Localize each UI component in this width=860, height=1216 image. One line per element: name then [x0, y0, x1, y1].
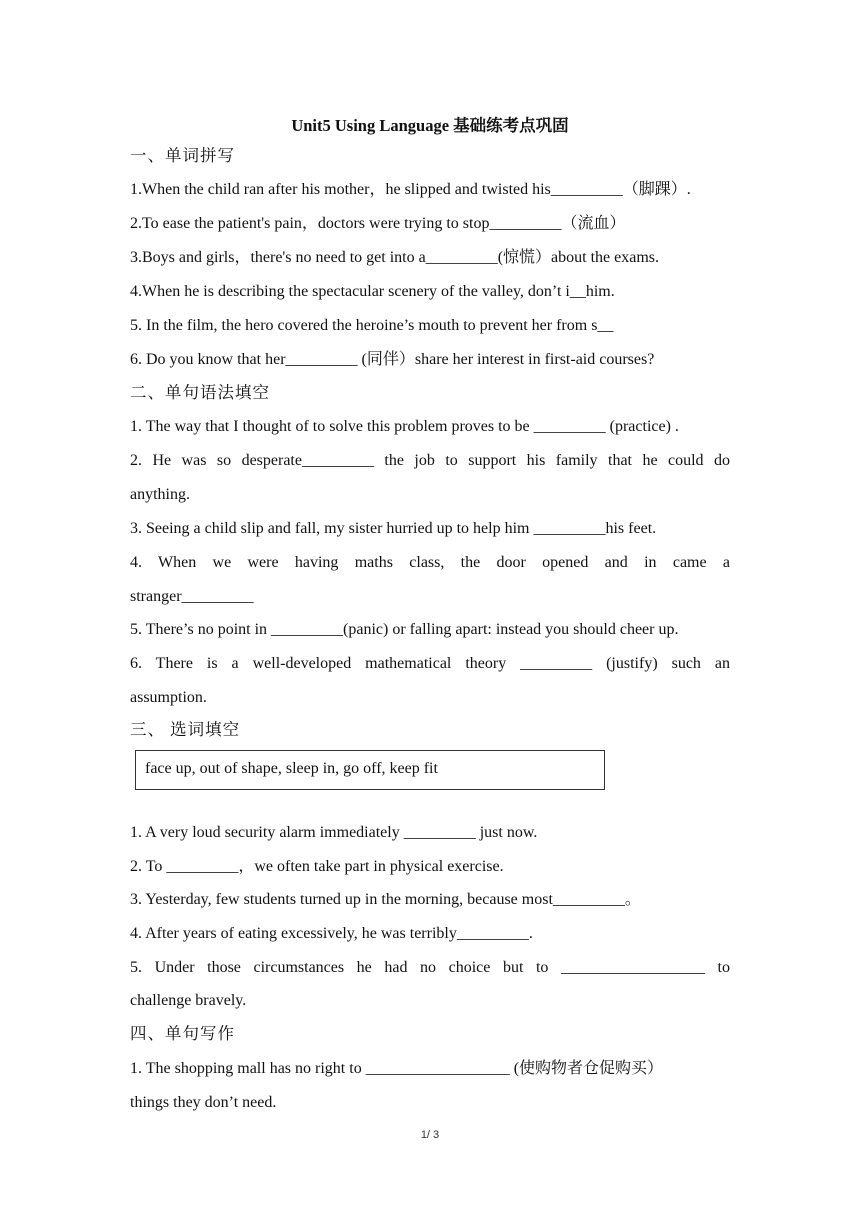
- document-title: Unit5 Using Language 基础练考点巩固: [291, 116, 569, 135]
- question-line: anything.: [130, 486, 190, 503]
- section-heading-2: 二、单句语法填空: [130, 383, 270, 402]
- question-line: 5. There’s no point in _________(panic) or falling apart: instead you should cheer up.: [130, 621, 679, 638]
- section-heading-3: 三、 选词填空: [130, 720, 241, 739]
- question-line: 6. There is a well-developed mathematical theory _________ (justify) such an: [130, 655, 730, 672]
- question-line: things they don’t need.: [130, 1094, 277, 1111]
- page-number: 1/ 3: [420, 1129, 440, 1141]
- word-bank-box: [135, 750, 605, 790]
- question-line: stranger_________: [130, 588, 254, 605]
- question-line: 1.When the child ran after his mother，he slipped and twisted his_________（脚踝）.: [130, 181, 691, 198]
- question-line: 2. He was so desperate_________ the job to support his family that he could do: [130, 452, 730, 469]
- question-line: 2. To _________，we often take part in physical exercise.: [130, 858, 504, 875]
- question-line: 6. Do you know that her_________ (同伴）share her interest in first-aid courses?: [130, 351, 655, 368]
- question-line: 5. Under those circumstances he had no choice but to __________________ to: [130, 959, 730, 976]
- question-line: 1. The way that I thought of to solve this problem proves to be _________ (practice) .: [130, 418, 679, 435]
- question-line: 5. In the film, the hero covered the heroine’s mouth to prevent her from s__: [130, 317, 614, 334]
- section-heading-1: 一、单词拼写: [130, 146, 235, 165]
- question-line: 1. A very loud security alarm immediately _________ just now.: [130, 824, 538, 841]
- question-line: challenge bravely.: [130, 992, 247, 1009]
- question-line: 3.Boys and girls，there's no need to get into a_________(惊慌）about the exams.: [130, 249, 660, 266]
- question-line: 3. Seeing a child slip and fall, my sister hurried up to help him _________his feet.: [130, 520, 657, 537]
- question-line: 3. Yesterday, few students turned up in the morning, because most_________。: [130, 891, 641, 908]
- question-line: assumption.: [130, 689, 207, 706]
- question-line: 4.When he is describing the spectacular scenery of the valley, don’t i__him.: [130, 283, 615, 300]
- question-line: 1. The shopping mall has no right to __________________ (使购物者仓促购买）: [130, 1060, 664, 1077]
- question-line: 2.To ease the patient's pain，doctors were trying to stop_________（流血）: [130, 215, 626, 232]
- word-bank-text: face up, out of shape, sleep in, go off, keep fit: [145, 760, 438, 777]
- section-heading-4: 四、单句写作: [130, 1024, 235, 1043]
- question-line: 4. After years of eating excessively, he was terribly_________.: [130, 925, 533, 942]
- question-line: 4. When we were having maths class, the door opened and in came a: [130, 554, 730, 571]
